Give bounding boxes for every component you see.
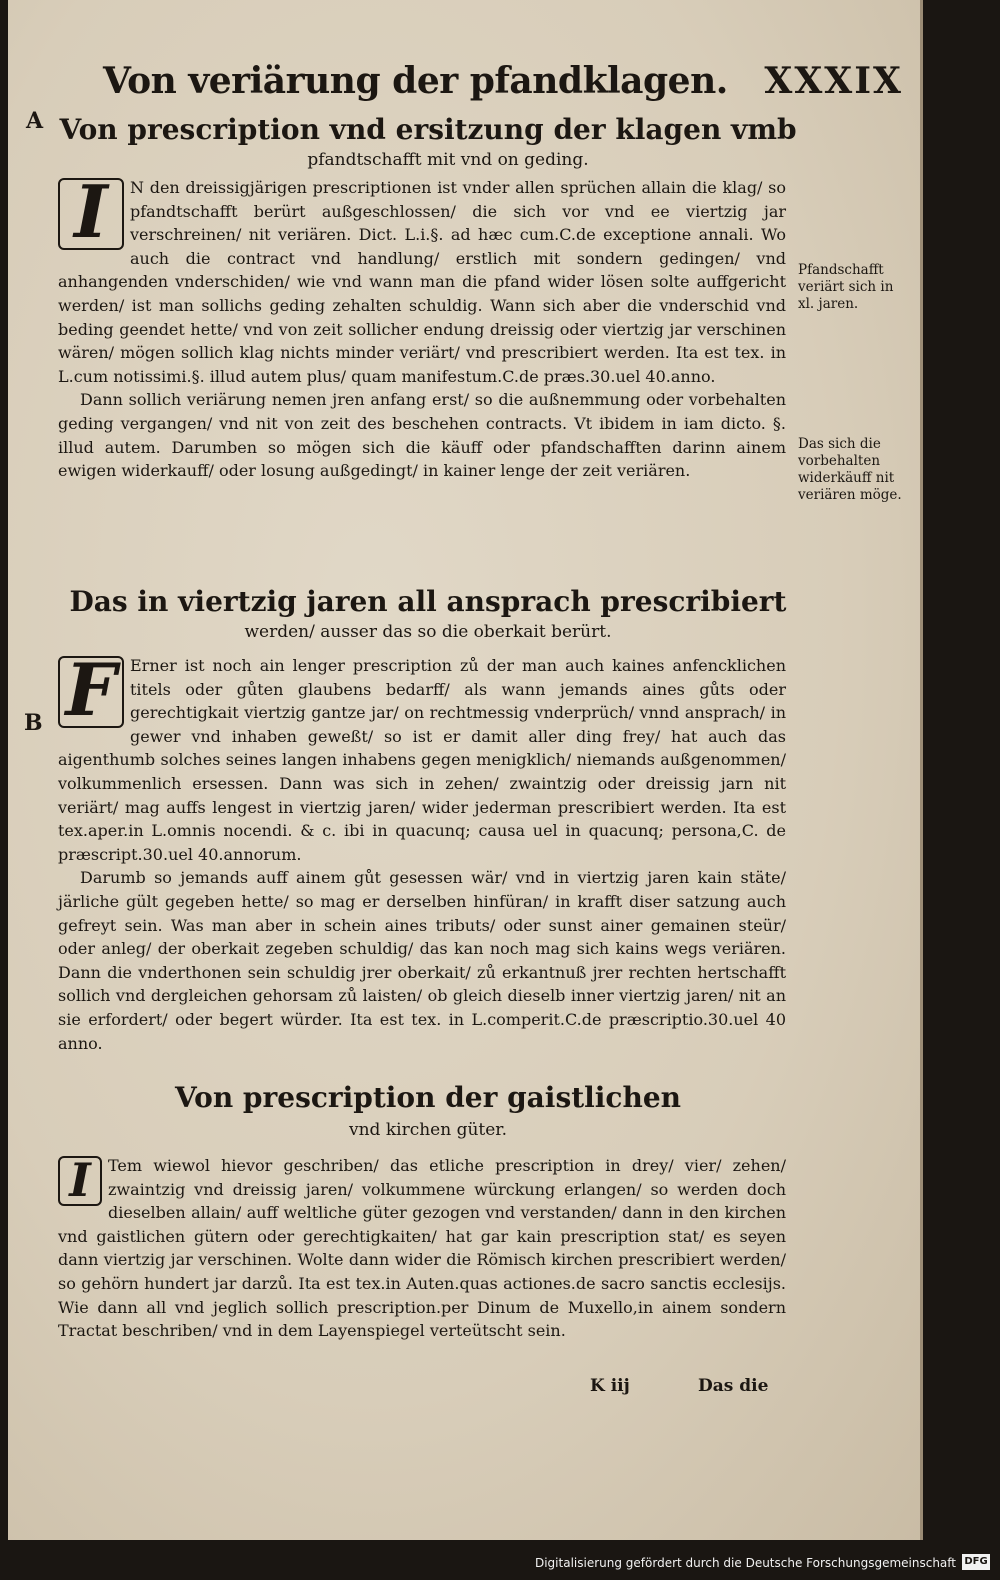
margin-note-2: Das sich die vorbehalten widerkäuff nit veriären möge. bbox=[798, 436, 902, 503]
section3-heading: Von prescription der gaistlichen bbox=[174, 1081, 681, 1114]
section2-paragraph-2: Darumb so jemands auff ainem gůt gesessen wär/ vnd in viertzig jaren kain stäte/ järliche gült gegeben hette/ so mag er derselben hinfüran/ in krafft diser satzung auch gefreyt sein. Was man aber in schein aines tributs/ oder sunst ainer gemainen steür/ oder anleg/ der oberkait zegeben schuldig/ das kan noch mag sich kains wegs veriären. Dann die vnderthonen sein schuldig jrer oberkait/ zů erkantnuß jrer rechten hertschafft sollich vnd dergleichen gehorsam zů laisten/ ob gleich dieselb inner viertzig jaren/ nit an sie erfordert/ oder begert würder. Ita est tex. in L.comperit.C.de præscriptio.30.uel 40 anno. bbox=[58, 868, 786, 1053]
section1-paragraph-1: N den dreissigjärigen prescriptionen ist vnder allen sprüchen allain die klag/ so pfandtschafft berürt außgeschlossen/ die sich vor vnd ee viertzig jar verschreinen/ nit veriären. Dict. L.i.§. ad hæc cum.C.de exceptione annali. Wo auch die contract vnd handlung/ erstlich mit sondern gedingen/ vnd anhangenden vnderschiden/ wie vnd wann man die pfand wider lösen solte auffgericht werden/ ist man sollichs geding zehalten schuldig. Wann sich aber die vnderschid vnd beding geendet hette/ vnd von zeit sollicher endung dreissig oder viertzig jar verschinen wären/ mögen sollich klag nichts minder veriärt/ vnd prescribiert werden. Ita est tex. in L.cum notissimi.§. illud autem plus/ quam manifestum.C.de præs.30.uel 40.anno. bbox=[58, 178, 786, 386]
section2-heading: Das in viertzig jaren all ansprach prescribiert bbox=[69, 585, 787, 618]
catchword: Das die bbox=[698, 1376, 769, 1396]
dropcap-initial: I bbox=[58, 178, 124, 250]
book-page bbox=[8, 0, 923, 1540]
dropcap-initial: F bbox=[58, 656, 124, 728]
margin-note-1: Pfandschafft veriärt sich in xl. jaren. bbox=[798, 262, 894, 312]
section2-paragraph-1: Erner ist noch ain lenger prescription zů der man auch kaines anfencklichen titels oder gůten glaubens bedarff/ als wann jemands aines gůts oder gerechtigkait viertzig gantze jar/ on rechtmessig vnderprüch/ vnnd ansprach/ in gewer vnd inhaben geweßt/ so ist er damit aller ding frey/ hat auch das aigenthumb solches seines langen inhabens gegen menigklich/ niemands außgenommen/ volkummenlich ersessen. Dann was sich in zehen/ zwaintzig oder dreissig jarn nit veriärt/ mag auffs lengest in viertzig jaren/ wider jederman prescribiert werden. Ita est tex.aper.in L.omnis nocendi. & c. ibi in quacunq; causa uel in quacunq; persona,C. de præscript.30.uel 40.annorum. bbox=[58, 656, 786, 864]
digitization-footer bbox=[0, 1546, 1000, 1580]
section1-paragraph-2: Dann sollich veriärung nemen jren anfang erst/ so die außnemmung oder vorbehalten geding vergangen/ vnd nit von zeit des beschehen contracts. Vt ibidem in iam dicto. §. illud autem. Darumben so mögen sich die käuff oder pfandschafften darinn ainem ewigen widerkauff/ oder losung außgedingt/ in kainer lenge der zeit veriären. bbox=[58, 390, 786, 481]
dropcap-initial: I bbox=[58, 1156, 102, 1206]
section3-text bbox=[58, 1154, 786, 1343]
running-header bbox=[103, 60, 903, 104]
signature-mark-b: B bbox=[24, 710, 43, 736]
section3-subheading: vnd kirchen güter. bbox=[349, 1120, 507, 1140]
section2-text bbox=[58, 647, 786, 1055]
signature-mark: K iij bbox=[590, 1376, 630, 1396]
dfg-logo: DFG bbox=[962, 1554, 990, 1570]
section3-paragraph-1: Tem wiewol hievor geschriben/ das etliche prescription in drey/ vier/ zehen/ zwaintzig vnd dreissig jaren/ volkummene würckung erlangen/ so werden doch dieselben allain/ auff weltliche güter gezogen vnd verstanden/ dann in den kirchen vnd gaistlichen gütern oder gerechtigkaiten/ hat gar kain prescription stat/ es seyen dann viertzig jar verschinen. Wolte dann wider die Römisch kirchen prescribiert werden/ so gehörn hundert jar darzů. Ita est tex.in Auten.quas actiones.de sacro sanctis ecclesijs. Wie dann all vnd jeglich sollich prescription.per Dinum de Muxello,in ainem sondern Tractat beschriben/ vnd in dem Layenspiegel verteütscht sein. bbox=[58, 1156, 786, 1341]
running-title: Von veriärung der pfandklagen. bbox=[103, 60, 728, 102]
section1-text bbox=[58, 169, 786, 483]
signature-mark-a: A bbox=[26, 108, 44, 134]
section1-heading: Von prescription vnd ersitzung der klagen vmb bbox=[59, 113, 797, 146]
folio-number: XXXIX bbox=[764, 60, 903, 102]
section1-subheading: pfandtschafft mit vnd on geding. bbox=[307, 150, 589, 170]
section2-subheading: werden/ ausser das so die oberkait berürt. bbox=[244, 622, 612, 642]
footer-credit: Digitalisierung gefördert durch die Deutsche Forschungsgemeinschaft bbox=[534, 1556, 956, 1570]
